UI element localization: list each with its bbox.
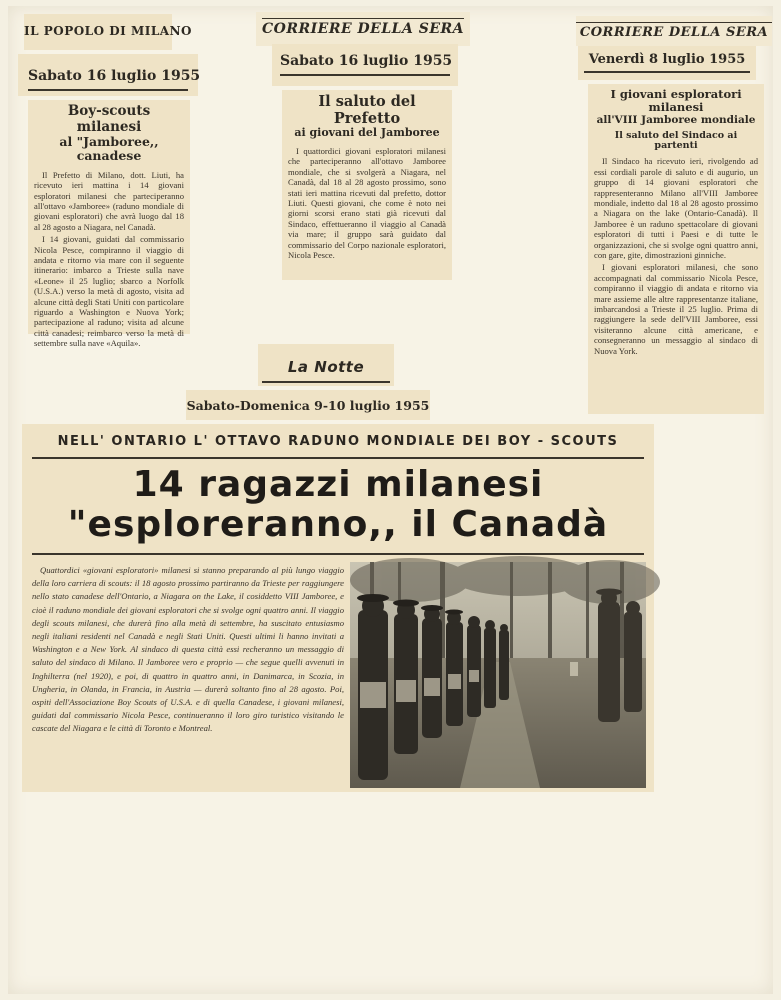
date-popolo: Sabato 16 luglio 1955 [28, 68, 188, 91]
masthead-lanotte: La Notte [262, 358, 390, 383]
scouts-photo-illustration [350, 562, 646, 788]
clip-corriere1-masthead [256, 12, 470, 46]
clip-corriere2-masthead [576, 16, 772, 46]
date-corriere-1: Sabato 16 luglio 1955 [280, 53, 450, 76]
masthead-popolo: IL POPOLO DI MILANO [24, 24, 193, 38]
date-lanotte: Sabato-Domenica 9-10 luglio 1955 [186, 398, 430, 413]
headline-corriere2-2: all'VIII Jamboree mondiale [596, 114, 756, 127]
headline-popolo-2: al "Jamboree,, canadese [59, 134, 159, 164]
clip-corriere2-article [588, 84, 764, 414]
kicker-lanotte: NELL' ONTARIO L' OTTAVO RADUNO MONDIALE DEI BOY - SCOUTS [32, 424, 644, 459]
article-body-corriere2 [594, 156, 758, 356]
clip-lanotte-masthead [258, 344, 394, 386]
article-body-corriere1 [288, 146, 446, 260]
clip-corriere2-date [578, 46, 756, 80]
headline-corriere1-2: ai giovani del Jamboree [294, 126, 440, 140]
clip-corriere1-article [282, 90, 452, 280]
article-body-lanotte [32, 564, 344, 738]
paragraph: I 14 giovani, guidati dal commissario Nicola Pesce, compiranno il viaggio di andata e ritorno via mare con il seguente itinerario: imbarco a Trieste sulla nave «Leone» il 25 luglio; sbarco a Norfolk (U.S.A.) verso la metà di agosto, visita ad alcune città degli Stati Uniti con particolare riguardo a Washington e Nuova York; partecipazione al raduno; visita ad alcune città canadesi; reimbarco verso la metà di settembre sulla nave «Aquila». [34, 234, 184, 349]
article-body-popolo [34, 170, 184, 349]
paragraph: Il Sindaco ha ricevuto ieri, rivolgendo ad essi cordiali parole di saluto e di augurio, un gruppo di 14 giovani esploratori che rappresenteranno Milano all'VIII Jamboree mondiale, indetto dal 18 al 28 agosto prossimo a Niagara on the lake (Ontario-Canadà). Il Jamboree è un raduno spettacolare di giovani esploratori di tutti i Paesi e di tutte le organizzazioni, che si svolge ogni quattro anni, con gare, gite, dimostrazioni ginniche. [594, 156, 758, 260]
headline-lanotte-2: "esploreranno,, il Canadà [32, 505, 644, 555]
headline-popolo-1: Boy-scouts milanesi [67, 103, 151, 135]
scouts-photo [350, 562, 646, 788]
paragraph: I giovani esploratori milanesi, che sono accompagnati dal commissario Nicola Pesce, compiranno il viaggio di andata e ritorno via mare assieme alle altre rappresentanze italiane, imbarcandosi a Trieste il 25 luglio. Prima di raggiungere la sede dell'VIII Jamboree, essi visiteranno alcune città americane, e consegneranno un messaggio al sindaco di Nuova York. [594, 262, 758, 356]
clip-popolo-masthead [24, 14, 193, 50]
date-corriere-2: Venerdì 8 luglio 1955 [584, 52, 750, 73]
clip-popolo-date [18, 54, 201, 96]
clip-popolo-article [28, 100, 190, 349]
clip-lanotte-date [186, 390, 430, 420]
masthead-corriere-2: CORRIERE DELLA SERA [576, 22, 772, 40]
paragraph: Il Prefetto di Milano, dott. Liuti, ha ricevuto ieri mattina i 14 giovani esploratori milanesi che parteciperanno all'ottavo «Jamboree» (raduno mondiale di giovani esploratori) che avrà luogo dal 18 al 28 agosto a Niagara, nel Canadà. [34, 169, 184, 232]
headline-corriere2-1: I giovani esploratori milanesi [610, 87, 742, 115]
paragraph: Quattordici «giovani esploratori» milanesi si stanno preparando al più lungo viaggio della loro carriera di scouts: il 18 agosto prossimo partiranno da Trieste per raggiungere nello stato canadese dell'Ontario, a Niagara on the Lake, il cosiddetto VIII Jamboree, e cioè il raduno mondiale dei giovani esploratori che si svolge ogni quattro anni. Il viaggio degli scouts milanesi, che durerà fino alla metà di settembre, ha suscitato entusiasmo negli italiani residenti nel Canadà e negli Stati Uniti. Questi ultimi li hanno invitati a Washington e a New York. Al sindaco di questa città essi recheranno un messaggio di saluto del sindaco di Milano. Il Jamboree vero e proprio — che segue quelli avvenuti in Inghilterra (nel 1920), e poi, di quattro in quattro anni, in Danimarca, in Scozia, in Ungheria, in Olanda, in Francia, in Austria — durerà soltanto fino al 28 agosto. Poi, ospiti dell'Associazione Boy Scouts of U.S.A. e di quella Canadese, i giovani milanesi, guidati dal commissario Nicola Pesce, continueranno il loro giro turistico visitando le cascate del Niagara e le città di Toronto e Montreal. [32, 565, 344, 734]
paragraph: I quattordici giovani esploratori milanesi che parteciperanno all'ottavo Jamboree mondiale, che si svolgerà a Niagara, nel Canadà, dal 18 al 28 agosto prossimo, sono stati ieri mattina ricevuti dal prefetto, dottor Liuti. Questi giovani, che come è noto nei giorni scorsi erano stati già ricevuti dal Sindaco, effettueranno il viaggio al Canadà via mare; il gruppo sarà guidato dal commissario del Corpo nazionale esploratori, Nicola Pesce. [288, 145, 446, 261]
clip-corriere1-date [272, 44, 458, 86]
headline-corriere1-1: Il saluto del Prefetto [318, 93, 416, 127]
headline-lanotte-1: 14 ragazzi milanesi [132, 464, 544, 505]
subhead-corriere2: Il saluto del Sindaco ai partenti [614, 129, 738, 152]
clip-lanotte-article [22, 424, 654, 792]
masthead-corriere-1: CORRIERE DELLA SERA [262, 18, 464, 37]
